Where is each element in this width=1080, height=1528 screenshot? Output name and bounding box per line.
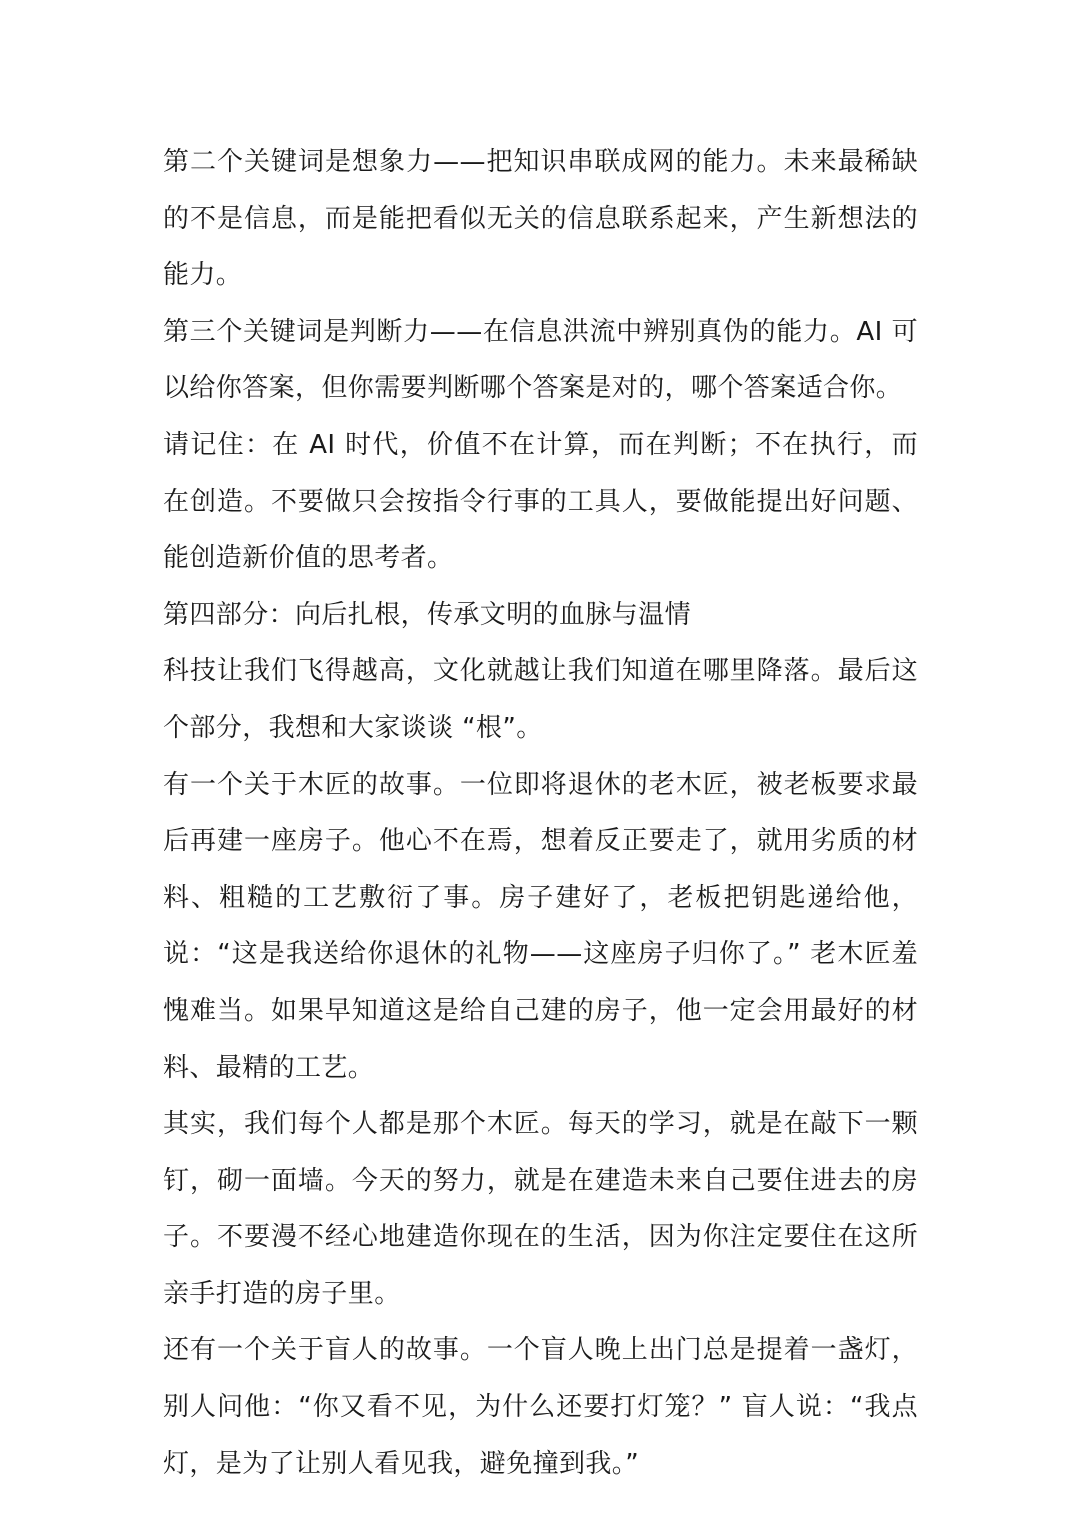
section-heading-part-four: 第四部分：向后扎根，传承文明的血脉与温情 [163, 599, 692, 630]
paragraph-carpenter-lesson: 其实，我们每个人都是那个木匠。每天的学习，就是在敲下一颗钉，砌一面墙。今天的努力，就是在建造未来自己要住进去的房子。不要漫不经心地建造你现在的生活，因为你注定要住在这所亲手打造的房子里。 [163, 1109, 918, 1309]
paragraph-blind-man-story: 还有一个关于盲人的故事。一个盲人晚上出门总是提着一盏灯，别人问他：“你又看不见，为什么还要打灯笼？” 盲人说：“我点灯，是为了让别人看见我，避免撞到我。” [163, 1335, 918, 1479]
document-page [163, 134, 918, 1492]
paragraph-carpenter-story: 有一个关于木匠的故事。一位即将退休的老木匠，被老板要求最后再建一座房子。他心不在焉，想着反正要走了，就用劣质的材料、粗糙的工艺敷衍了事。房子建好了，老板把钥匙递给他，说：“这是我送给你退休的礼物——这座房子归你了。” 老木匠羞愧难当。如果早知道这是给自己建的房子，他一定会用最好的材料、最精的工艺。 [163, 769, 918, 1083]
paragraph-imagination: 第二个关键词是想象力——把知识串联成网的能力。未来最稀缺的不是信息，而是能把看似无关的信息联系起来，产生新想法的能力。 [163, 147, 918, 291]
paragraph-judgment: 第三个关键词是判断力——在信息洪流中辨别真伪的能力。AI 可以给你答案，但你需要判断哪个答案是对的，哪个答案适合你。 [163, 316, 918, 404]
paragraph-remember: 请记住：在 AI 时代，价值不在计算，而在判断；不在执行，而在创造。不要做只会按指令行事的工具人，要做能提出好问题、能创造新价值的思考者。 [163, 429, 918, 574]
paragraph-roots-intro: 科技让我们飞得越高，文化就越让我们知道在哪里降落。最后这个部分，我想和大家谈谈 “根”。 [163, 656, 918, 743]
